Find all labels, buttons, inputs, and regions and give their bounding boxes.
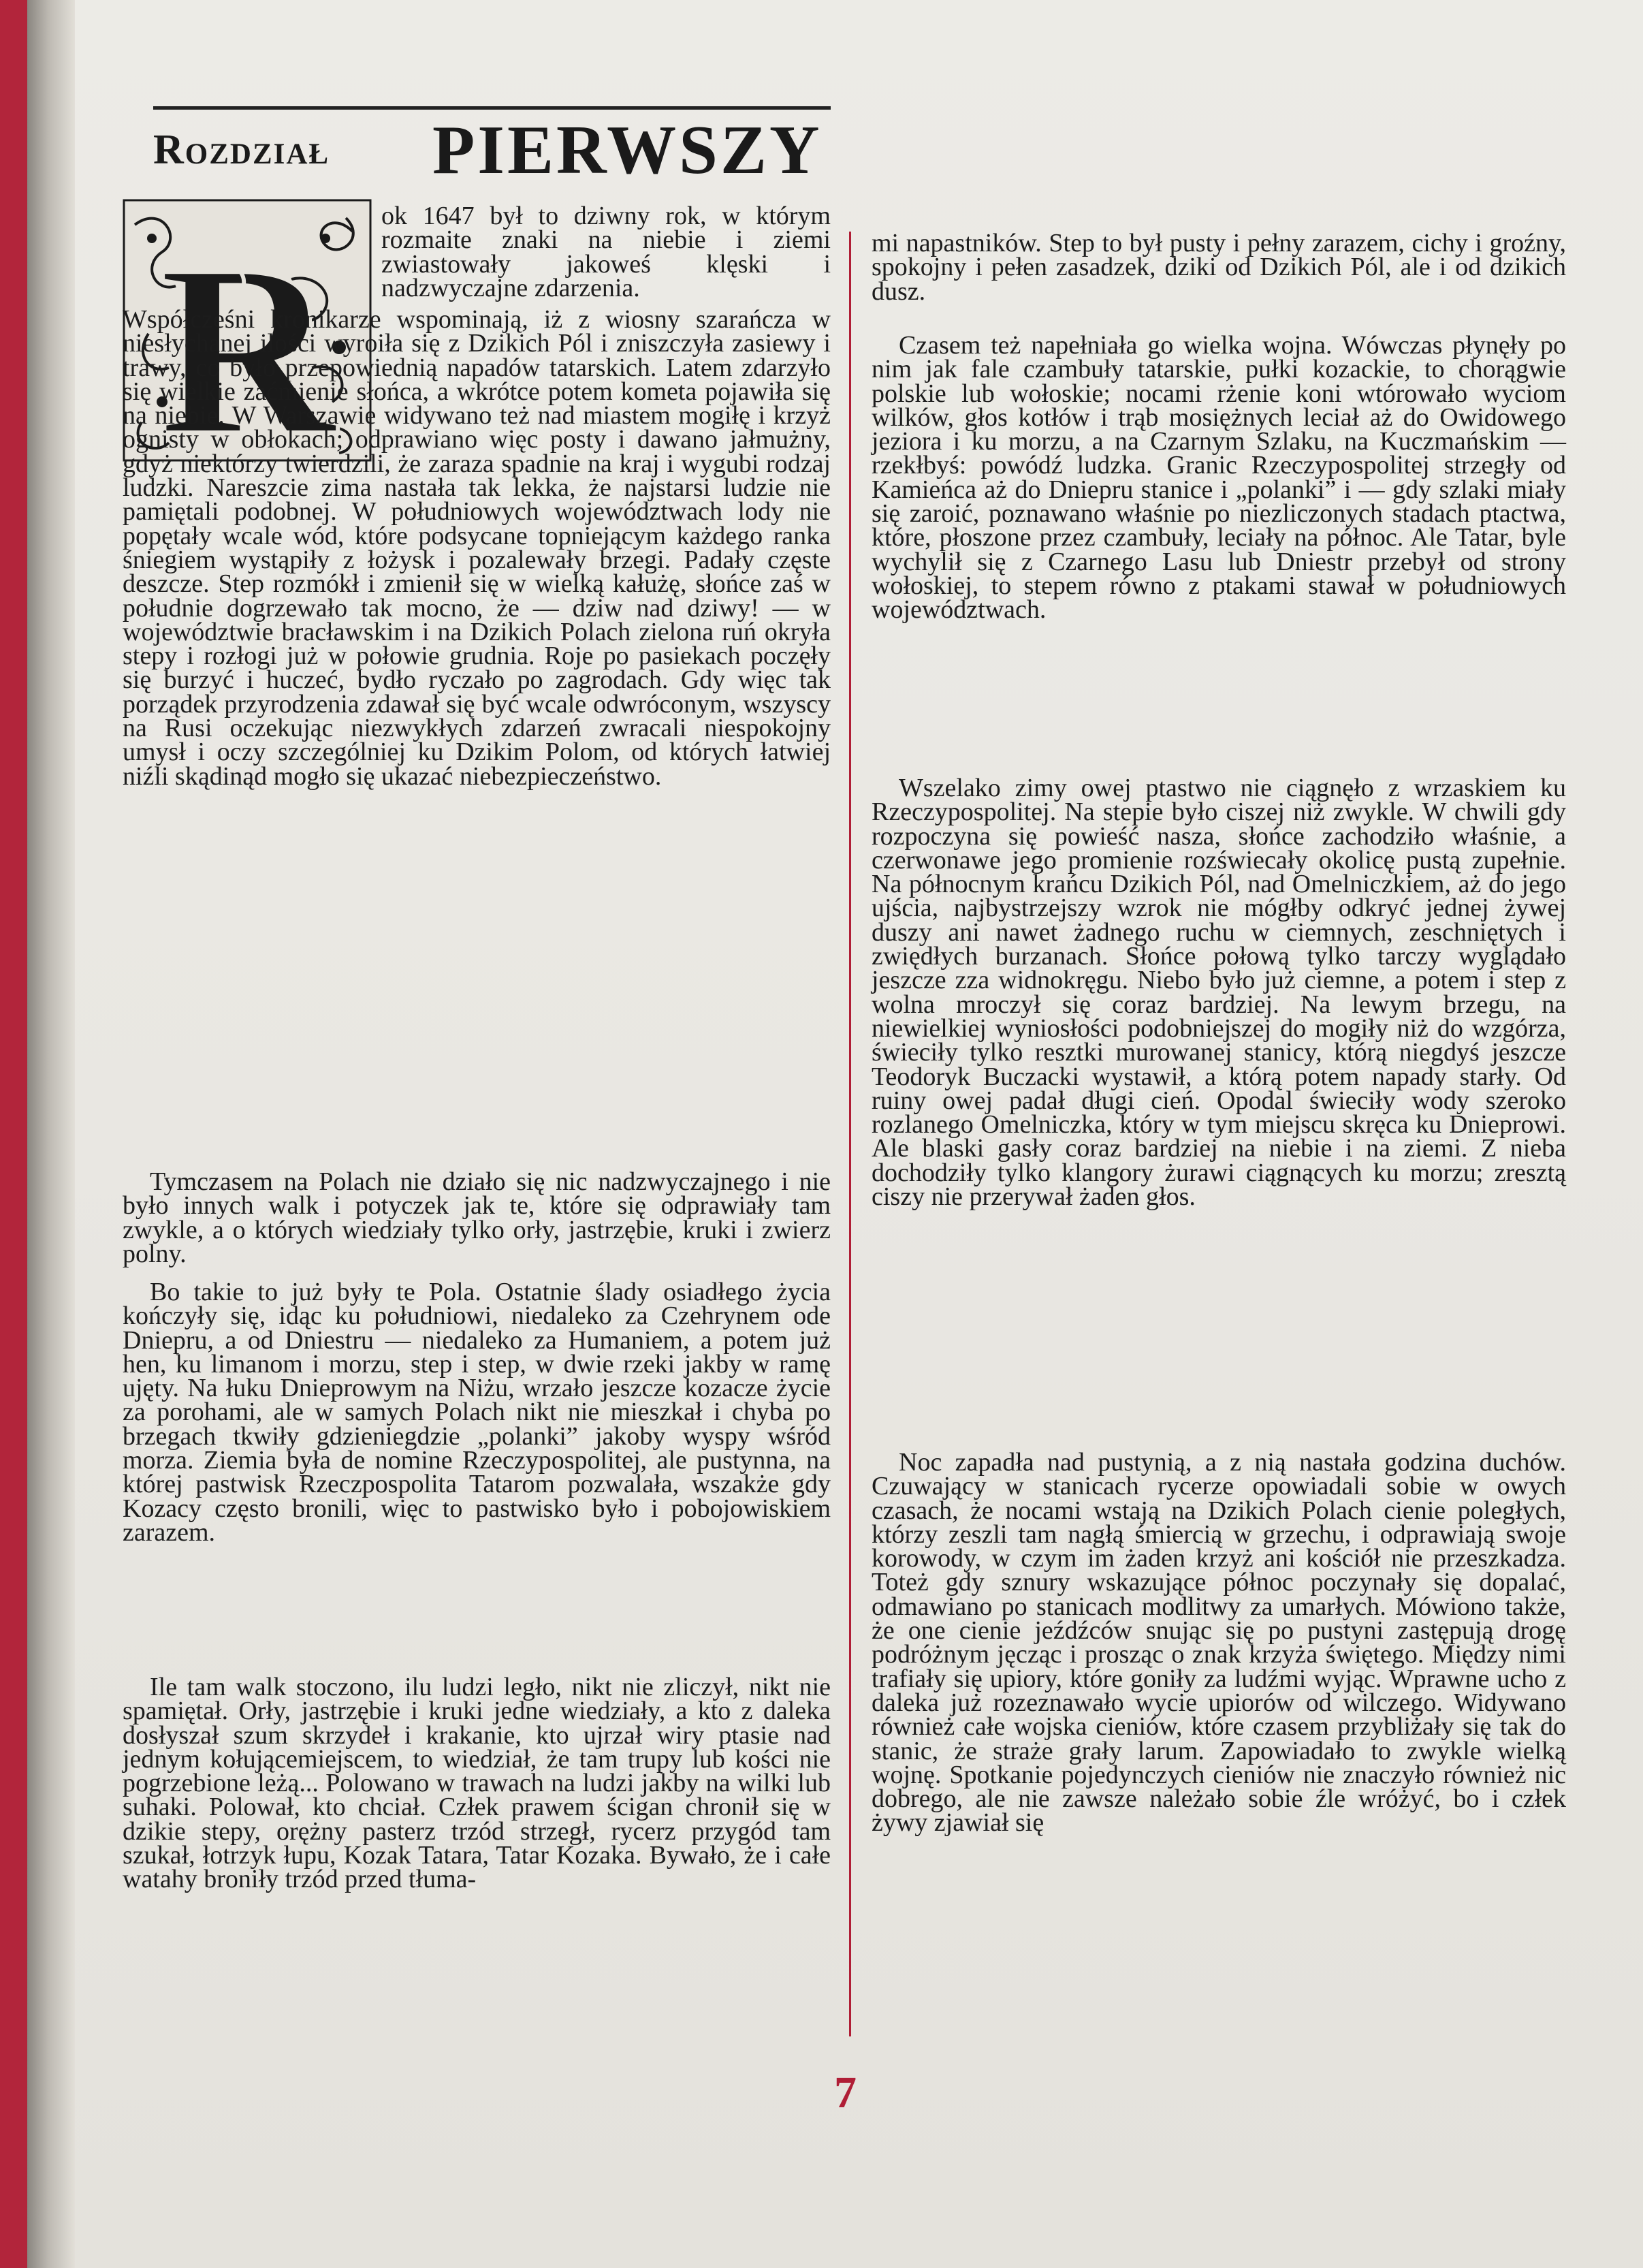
book-gutter-shadow: [27, 0, 75, 2268]
chapter-heading: [153, 102, 834, 189]
paragraph: Tymczasem na Polach nie działo się nic nadzwyczajnego i nie było innych walk i potyczek jak te, które się odprawiały tam zwykle, a o których wiedziały tylko orły, jastrzębie, kruki i zwierz polny.: [123, 1167, 831, 1268]
paragraph: Noc zapadła nad pustynią, a z nią nastała godzina duchów. Czuwający w stanicach rycerze opowiadali sobie w owych czasach, że nocami wstają na Dzikich Polach cienie poległych, którzy zeszli tam nagłą śmiercią w grzechu, i odprawiają swoje korowody, w czym im żaden krzyż ani kościół nie przeszkadza. Toteż gdy sznury wskazujące północ poczynały się dopalać, odmawiano po stanicach modlitwy za umarłych. Mówiono także, że one cienie jeźdźców snując się po pustyni zastępują drogę podróżnym jęcząc i prosząc o znak krzyża świętego. Między nimi trafiały się upiory, które goniły za ludźmi wyjąc. Wprawne ucho z daleka już rozeznawało wycie upiorów od wilczego. Widywano również całe wojska cieniów, które czasem przybliżały się tak do stanic, że straże grały larum. Zapowiadało to zwykle wielką wojnę. Spotkanie pojedynczych cieniów nie znaczyło również nic dobrego, ale nie zawsze należało sobie źle wróżyć, bo i człek żywy zjawiał się: [872, 1448, 1566, 1838]
heading-rule: [153, 106, 831, 110]
page-number: 7: [834, 2068, 857, 2117]
paragraph: Ile tam walk stoczono, ilu ludzi legło, nikt nie zliczył, nikt nie spamiętał. Orły, jastrzębie i kruki jedne wiedziały, a kto z daleka dosłyszał szum skrzydeł i krakanie, kto ujrzał wiry ptasie nad jednym kołującemiejscem, to wiedział, że tam trupy lub kości nie pogrzebione leżą... Polowano w trawach na ludzi jakby na wilki lub suhaki. Polował, kto chciał. Człek prawem ścigan chronił się w dzikie stepy, orężny pasterz trzód strzegł, rycerz przygód tam szukał, łotrzyk łupu, Kozak Tatara, Tatar Kozaka. Bywało, że i całe watahy broniły trzód przed tłuma-: [123, 1673, 831, 1894]
paragraph: Czasem też napełniała go wielka wojna. Wówczas płynęły po nim jak fale czambuły tatarskie, pułki kozackie, to chorągwie polskie lub wołoskie; nocami rżenie koni wtórowało wyciom wilków, głos kotłów i trąb mosiężnych leciał aż do Owidowego jeziora i ku morzu, a na Czarnym Szlaku, na Kuczmańskim — rzekłbyś: powódź ludzka. Granic Rzeczypospolitej strzegły od Kamieńca aż do Dniepru stanice i „polanki” i — gdy szlaki miały się zaroić, poznawano właśnie po niezliczonych stadach ptactwa, które, płoszone przez czambuły, leciały na północ. Ale Tatar, byle wychylił się z Czarnego Lasu lub Dniestr przebył od strony wołoskiej, to stepem równo z ptakami stawał w południowych województwach.: [872, 331, 1566, 625]
paragraph: Współcześni kronikarze wspominają, iż z wiosny szarańcza w niesłychanej ilości wyroiła się z Dzikich Pól i zniszczyła zasiewy i trawy, co było przepowiednią napadów tatarskich. Latem zdarzyło się wielkie zaćmienie słońca, a wkrótce potem kometa pojawiła się na niebie. W Warszawie widywano też nad miastem mogiłę i krzyż ognisty w obłokach; odprawiano więc posty i dawano jałmużny, gdyż niektórzy twierdzili, że zaraza spadnie na kraj i wygubi rodzaj ludzki. Nareszcie zima nastała tak lekka, że najstarsi ludzie nie pamiętali podobnej. W południowych województwach lody nie popętały wcale wód, które podsycane topniejącym każdego ranka śniegiem wystąpiły z łożysk i pozalewały brzegi. Padały częste deszcze. Step rozmókł i zmienił się w wielką kałużę, słońce zaś w południe dogrzewało tak mocno, że — dziw nad dziwy! — w województwie bracławskim i na Dzikich Polach zielona ruń okryła stepy i rozłogi już w połowie grudnia. Roje po pasiekach poczęły się burzyć i huczeć, bydło ryczało po zagrodach. Gdy więc tak porządek przyrodzenia zdawał się być wcale odwróconym, wszyscy na Rusi oczekując niezwykłych zdarzeń zwracali niespokojny umysł i oczy szczególniej ku Dzikim Polom, od których łatwiej niźli skądinąd mogło się ukazać niebezpieczeństwo.: [123, 305, 831, 791]
paragraph: ok 1647 był to dziwny rok, w którym rozmaite znaki na niebie i ziemi zwiastowały jakoweś klęski i nadzwyczajne zdarzenia.: [381, 202, 831, 302]
book-spine-edge: [0, 0, 27, 2268]
chapter-label: Rozdział: [153, 127, 330, 173]
chapter-number: PIERWSZY: [432, 112, 823, 189]
book-page: [75, 0, 1643, 2268]
paragraph: mi napastników. Step to był pusty i pełny zarazem, cichy i groźny, spokojny i pełen zasadzek, dziki od Dzikich Pól, ale i od dzikich dusz.: [872, 229, 1566, 306]
dropcap-letter: R: [159, 214, 336, 463]
paragraph: Wszelako zimy owej ptastwo nie ciągnęło z wrzaskiem ku Rzeczypospolitej. Na stepie było ciszej niż zwykle. W chwili gdy rozpoczyna się powieść nasza, słońce zachodziło właśnie, a czerwonawe jego promienie rozświecały okolicę pustą zupełnie. Na północnym krańcu Dzikich Pól, nad Omelniczkiem, aż do jego ujścia, najbystrzejszy wzrok nie mógłby odkryć jednej żywej duszy ani nawet żadnego ruchu w ciemnych, zeschniętych i zwiędłych burzanach. Słońce połową tylko tarczy wyglądało jeszcze zza widnokręgu. Niebo było już ciemne, a potem i step z wolna mroczył się coraz bardziej. Na lewym brzegu, na niewielkiej wyniosłości podobniejszej do mogiły niż do wzgórza, świeciły tylko resztki murowanej stanicy, którą niegdyś jeszcze Teodoryk Buczacki wystawił, a którą potem napady starły. Od ruiny owej padał długi cień. Opodal świeciły wody szeroko rozlanego Omelniczka, który w tym miejscu skręca ku Dnieprowi. Ale blaski gasły coraz bardziej na niebie i na ziemi. Z nieba dochodziły tylko klangory żurawi ciągnących ku morzu; zresztą ciszy nie przerywał żaden głos.: [872, 774, 1566, 1212]
column-divider: [849, 232, 851, 2036]
paragraph: Bo takie to już były te Pola. Ostatnie ślady osiadłego życia kończyły się, idąc ku południowi, niedaleko za Czehrynem ode Dniepru, a od Dniestru — niedaleko za Humaniem, a potem już hen, ku limanom i morzu, step i step, w dwie rzeki jakby w ramę ujęty. Na łuku Dnieprowym na Niżu, wrzało jeszcze kozacze życie za porohami, ale w samych Polach nikt nie mieszkał i chyba po brzegach tkwiły gdzieniegdzie „polanki” jakoby wyspy wśród morza. Ziemia była de nomine Rzeczypospolitej, ale pustynna, na której pastwisk Rzeczpospolita Tatarom pozwalała, wszakże gdy Kozacy często bronili, więc to pastwisko było i pobojowiskiem zarazem.: [123, 1278, 831, 1547]
